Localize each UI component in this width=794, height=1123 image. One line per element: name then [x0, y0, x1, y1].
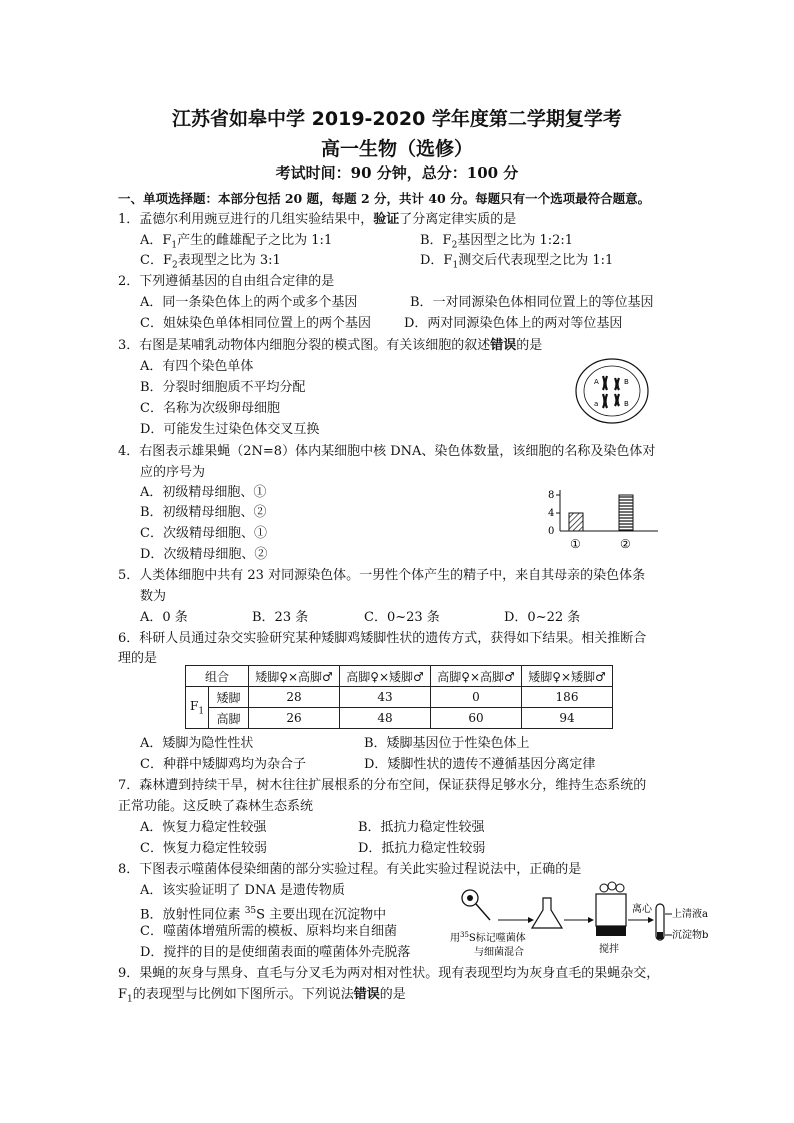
q1-option-d: D．$F_1$测交后代表现型之比为 1:1	[420, 253, 614, 271]
q7-option-d: D．抵抗力稳定性较弱	[358, 841, 486, 856]
question-5-stem-2: 数为	[140, 589, 167, 604]
y-label-4: 4	[548, 508, 555, 519]
table-header-cell: 矮脚♀×矮脚♂	[522, 666, 613, 687]
q6-option-a: A．矮脚为隐性性状	[140, 736, 254, 751]
question-3-stem: 3．右图是某哺乳动物体内细胞分裂的模式图。有关该细胞的叙述错误的是	[118, 338, 543, 353]
q4-option-d: D．次级精母细胞、②	[140, 547, 268, 562]
cell-division-figure	[572, 356, 652, 426]
cross-results-table	[185, 665, 613, 729]
phage-group-icon	[608, 882, 616, 890]
arrow-2-head	[588, 917, 594, 923]
x-label-2: ②	[620, 537, 631, 551]
arrow-1-head	[528, 917, 534, 923]
q3-option-a: A．有四个染色单体	[140, 359, 254, 374]
q8-option-b: B．放射性同位素 $^{35}$S 主要出现在沉淀物中	[140, 906, 387, 923]
phage-group-icon	[600, 884, 608, 892]
q1-option-b: B．$F_2$基因型之比为 1:2:1	[420, 233, 574, 251]
f1-label: $F_1$	[186, 687, 209, 729]
q5-option-a: A．0 条	[140, 610, 188, 625]
question-4-stem-2: 应的序号为	[140, 465, 206, 480]
question-6-stem-1: 6．科研人员通过杂交实验研究某种矮脚鸡矮脚性状的遗传方式，获得如下结果。相关推断合	[118, 631, 647, 646]
table-row	[186, 708, 613, 729]
table-header-cell: 组合	[186, 666, 249, 687]
table-row-label: 矮脚	[209, 687, 249, 708]
phage-experiment-figure	[446, 880, 708, 962]
q8-option-a: A．该实验证明了 DNA 是遗传物质	[140, 883, 345, 898]
x-label-1: ①	[570, 537, 581, 551]
table-cell: 94	[522, 708, 613, 729]
q1-option-a: A．$F_1$产生的雌雄配子之比为 1:1	[140, 233, 333, 251]
phage-tail	[476, 904, 490, 920]
table-header-cell: 高脚♀×高脚♂	[431, 666, 522, 687]
q2-option-a: A．同一条染色体上的两个或多个基因	[140, 295, 358, 310]
q5-option-b: B．23 条	[252, 610, 309, 625]
y-label-0: 0	[548, 526, 555, 537]
phage-group-icon	[616, 884, 624, 892]
flask-icon	[532, 898, 562, 928]
section-heading: 一、单项选择题：本部分包括 20 题，每题 2 分，共计 40 分。每题只有一个选项最符合题意。	[118, 191, 651, 206]
table-cell: 48	[340, 708, 431, 729]
fig-label-6: 沉淀物b	[672, 930, 708, 941]
question-7-stem-1: 7．森林遭到持续干旱，树木往往扩展根系的分布空间，保证获得足够水分，维持生态系统的	[118, 778, 647, 793]
q2-option-b: B．一对同源染色体相同位置上的等位基因	[410, 295, 654, 310]
table-cell: 0	[431, 687, 522, 708]
table-cell: 28	[249, 687, 340, 708]
y-label-8: 8	[548, 490, 555, 501]
arrow-3-head	[648, 917, 654, 923]
q1-option-c: C．$F_2$表现型之比为 3:1	[140, 253, 281, 271]
chromosome-b	[615, 378, 619, 390]
question-9-stem-1: 9．果蝇的灰身与黑身、直毛与分叉毛为两对相对性状。现有表现型均为灰身直毛的果蝇杂交，	[118, 966, 660, 981]
q5-option-c: C．0~23 条	[364, 610, 440, 625]
table-cell: 186	[522, 687, 613, 708]
question-8-stem: 8．下图表示噬菌体侵染细菌的部分实验过程。有关此实验过程说法中，正确的是	[118, 862, 582, 877]
fig-label-A: A	[594, 378, 599, 386]
q8-option-c: C．噬菌体增殖所需的模板、原料均来自细菌	[140, 924, 397, 939]
fig-label-1: 用$^{35}$S标记噬菌体	[450, 931, 526, 944]
q7-option-c: C．恢复力稳定性较弱	[140, 841, 267, 856]
question-2-stem: 2．下列遵循基因的自由组合定律的是	[118, 274, 335, 289]
q2-option-d: D．两对同源染色体上的两对等位基因	[404, 316, 623, 331]
blender-base-icon	[596, 926, 626, 936]
q2-option-c: C．姐妹染色单体相同位置上的两个基因	[140, 316, 371, 331]
spindle-area	[584, 366, 640, 416]
q3-option-d: D．可能发生过染色体交叉互换	[140, 422, 320, 437]
table-row-label: 高脚	[209, 708, 249, 729]
chromosome-c	[603, 394, 607, 408]
question-9-stem-2: $F_1$的表现型与比例如下图所示。下列说法错误的是	[118, 987, 406, 1005]
question-6-stem-2: 理的是	[118, 651, 158, 666]
table-header-cell: 矮脚♀×高脚♂	[249, 666, 340, 687]
q4-option-c: C．次级精母细胞、①	[140, 526, 267, 541]
cell-outline	[576, 359, 648, 423]
q6-option-d: D．矮脚性状的遗传不遵循基因分离定律	[364, 757, 596, 772]
fig-label-4: 离心	[632, 904, 652, 915]
subject-title: 高一生物（选修）	[320, 138, 473, 160]
q3-option-b: B．分裂时细胞质不平均分配	[140, 380, 306, 395]
exam-info: 考试时间：90 分钟，总分：100 分	[275, 164, 519, 182]
chromosome-d	[615, 394, 619, 406]
phage-head	[467, 895, 473, 901]
question-1-stem: 1．孟德尔利用豌豆进行的几组实验结果中，验证了分离定律实质的是	[118, 212, 517, 227]
q4-option-a: A．初级精母细胞、①	[140, 485, 267, 500]
table-cell: 43	[340, 687, 431, 708]
fig-label-B-top: B	[624, 378, 629, 386]
question-7-stem-2: 正常功能。这反映了森林生态系统	[118, 799, 314, 814]
q8-option-d: D．搅拌的目的是使细菌表面的噬菌体外壳脱落	[140, 945, 411, 960]
question-4-stem-1: 4．右图表示雄果蝇（2N=8）体内某细胞中核 DNA、染色体数量，该细胞的名称及染色体对	[118, 444, 656, 459]
sediment-icon	[657, 932, 663, 939]
fig-label-a: a	[594, 400, 599, 408]
blender-icon	[596, 894, 626, 926]
bar-2	[619, 495, 633, 531]
q7-option-b: B．抵抗力稳定性较强	[358, 820, 485, 835]
chromosome-a	[603, 376, 607, 390]
bar-1	[569, 513, 583, 531]
table-header-row	[186, 666, 613, 687]
q7-option-a: A．恢复力稳定性较强	[140, 820, 267, 835]
q6-option-c: C．种群中矮脚鸡均为杂合子	[140, 757, 306, 772]
fig-label-5: 上清液a	[672, 909, 708, 920]
dna-chromosome-chart	[540, 484, 665, 554]
fig-label-3: 搅拌	[599, 944, 619, 955]
q4-option-b: B．初级精母细胞、②	[140, 505, 267, 520]
table-cell: 60	[431, 708, 522, 729]
table-cell: 26	[249, 708, 340, 729]
q6-option-b: B．矮脚基因位于性染色体上	[364, 736, 530, 751]
fig-label-B-bottom: B	[624, 400, 629, 408]
fig-label-2: 与细菌混合	[474, 947, 524, 958]
q5-option-d: D．0~22 条	[504, 610, 581, 625]
table-header-cell: 高脚♀×矮脚♂	[340, 666, 431, 687]
q3-option-c: C．名称为次级卵母细胞	[140, 401, 280, 416]
table-row	[186, 687, 613, 708]
school-title: 江苏省如皋中学 2019-2020 学年度第二学期复学考	[172, 108, 622, 130]
question-5-stem-1: 5．人类体细胞中共有 23 对同源染色体。一男性个体产生的精子中，来自其母亲的染色体条	[118, 568, 646, 583]
